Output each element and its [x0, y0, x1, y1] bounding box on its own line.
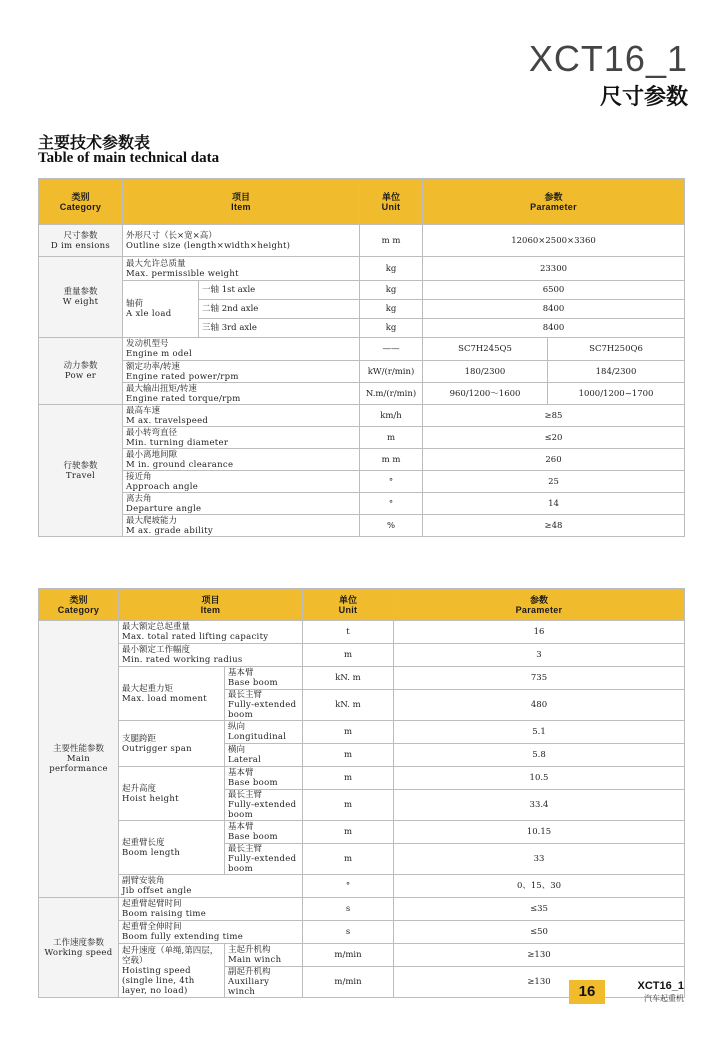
table-row	[39, 338, 685, 361]
value-cell: 8400	[423, 319, 685, 338]
item-cell: 接近角 Approach angle	[123, 471, 360, 493]
unit-cell: m	[303, 744, 394, 767]
category-cell: 行驶参数 Travel	[39, 405, 123, 537]
table-row	[39, 515, 685, 537]
item-cell: 起升速度（单绳,第四层，空载） Hoisting speed (single line, 4th layer, no load)	[119, 944, 225, 998]
item-cell: 副臂安装角 Jib offset angle	[119, 875, 303, 898]
item-cell: 发动机型号 Engine m odel	[123, 338, 360, 361]
subitem-cell: 主起升机构 Main winch	[225, 944, 303, 967]
footer-model: XCT16_1	[637, 980, 684, 992]
value-cell: 960/1200～1600	[423, 383, 548, 405]
page-subtitle: 尺寸参数	[599, 85, 688, 110]
unit-cell: ——	[360, 338, 423, 361]
value-cell: 10.15	[394, 821, 685, 844]
table-row	[39, 667, 685, 690]
parameter-header: 参数 Parameter	[394, 589, 685, 621]
subitem-cell: 副起升机构 Auxiliary winch	[225, 967, 303, 998]
unit-cell: m	[303, 844, 394, 875]
category-header: 类别 Category	[39, 179, 123, 225]
table-row	[39, 225, 685, 257]
table-row	[39, 405, 685, 427]
item-cell: 最大输出扭矩/转速 Engine rated torque/rpm	[123, 383, 360, 405]
unit-cell: kg	[360, 257, 423, 281]
category-cell: 工作速度参数 Working speed	[39, 898, 119, 998]
item-cell: 最小转弯直径 Min. turning diameter	[123, 427, 360, 449]
value-cell: ≥85	[423, 405, 685, 427]
category-cell: 动力参数 Pow er	[39, 338, 123, 405]
unit-cell: m	[303, 790, 394, 821]
subitem-cell: 最长主臂 Fully-extended boom	[225, 690, 303, 721]
table-row	[39, 721, 685, 744]
unit-cell: m/min	[303, 967, 394, 998]
value-cell: SC7H250Q6	[548, 338, 685, 361]
page-footer	[569, 980, 684, 1004]
section-title-zh: 主要技术参数表	[38, 133, 151, 152]
table-row	[39, 281, 685, 300]
unit-cell: %	[360, 515, 423, 537]
item-cell: 起重臂长度 Boom length	[119, 821, 225, 875]
value-cell: 5.1	[394, 721, 685, 744]
table-row	[39, 898, 685, 921]
unit-cell: m	[303, 644, 394, 667]
value-cell: 184/2300	[548, 361, 685, 383]
value-cell: ≤35	[394, 898, 685, 921]
value-cell: 14	[423, 493, 685, 515]
unit-cell: kW/(r/min)	[360, 361, 423, 383]
item-cell: 最高车速 M ax. travelspeed	[123, 405, 360, 427]
technical-data-table-1	[38, 178, 685, 537]
subitem-cell: 三轴 3rd axle	[199, 319, 360, 338]
table-row	[39, 427, 685, 449]
value-cell: 5.8	[394, 744, 685, 767]
value-cell: 6500	[423, 281, 685, 300]
model-title: XCT16_1	[528, 38, 688, 79]
parameter-header: 参数 Parameter	[423, 179, 685, 225]
page-number: 16	[569, 980, 605, 1004]
unit-cell: t	[303, 621, 394, 644]
value-cell: 33	[394, 844, 685, 875]
item-cell: 最大允许总质量 Max. permissible weight	[123, 257, 360, 281]
unit-cell: °	[360, 471, 423, 493]
unit-cell: s	[303, 921, 394, 944]
item-cell: 起重臂全伸时间 Boom fully extending time	[119, 921, 303, 944]
table-row	[39, 361, 685, 383]
category-cell: 主要性能参数 Main performance	[39, 621, 119, 898]
value-cell: 735	[394, 667, 685, 690]
value-cell: 8400	[423, 300, 685, 319]
value-cell: ≥48	[423, 515, 685, 537]
item-cell: 外形尺寸（长×宽×高） Outline size (length×width×height)	[123, 225, 360, 257]
table-row	[39, 449, 685, 471]
category-cell: 重量参数 W eight	[39, 257, 123, 338]
item-cell: 支腿跨距 Outrigger span	[119, 721, 225, 767]
unit-cell: m m	[360, 449, 423, 471]
unit-cell: °	[303, 875, 394, 898]
unit-header: 单位 Unit	[303, 589, 394, 621]
item-cell: 最小额定工作幅度 Min. rated working radius	[119, 644, 303, 667]
unit-header: 单位 Unit	[360, 179, 423, 225]
item-header: 项目 Item	[119, 589, 303, 621]
item-cell: 离去角 Departure angle	[123, 493, 360, 515]
item-cell: 轴荷 A xle load	[123, 281, 199, 338]
value-cell: 180/2300	[423, 361, 548, 383]
table-row	[39, 383, 685, 405]
value-cell: ≥130	[394, 944, 685, 967]
unit-cell: m	[303, 721, 394, 744]
category-header: 类别 Category	[39, 589, 119, 621]
unit-cell: kg	[360, 319, 423, 338]
category-cell: 尺寸参数 D im ensions	[39, 225, 123, 257]
table-header-row	[39, 179, 685, 225]
unit-cell: m/min	[303, 944, 394, 967]
item-cell: 额定功率/转速 Engine rated power/rpm	[123, 361, 360, 383]
value-cell: ≤50	[394, 921, 685, 944]
table-row	[39, 875, 685, 898]
unit-cell: m	[360, 427, 423, 449]
unit-cell: km/h	[360, 405, 423, 427]
unit-cell: kg	[360, 300, 423, 319]
value-cell: 1000/1200~1700	[548, 383, 685, 405]
item-cell: 起升高度 Hoist height	[119, 767, 225, 821]
subitem-cell: 二轴 2nd axle	[199, 300, 360, 319]
item-cell: 最大爬坡能力 M ax. grade ability	[123, 515, 360, 537]
unit-cell: °	[360, 493, 423, 515]
value-cell: 12060×2500×3360	[423, 225, 685, 257]
unit-cell: m m	[360, 225, 423, 257]
subitem-cell: 横向 Lateral	[225, 744, 303, 767]
value-cell: 480	[394, 690, 685, 721]
value-cell: 16	[394, 621, 685, 644]
value-cell: ≤20	[423, 427, 685, 449]
value-cell: 260	[423, 449, 685, 471]
value-cell: 23300	[423, 257, 685, 281]
value-cell: 25	[423, 471, 685, 493]
table-row	[39, 257, 685, 281]
unit-cell: kg	[360, 281, 423, 300]
table-row	[39, 493, 685, 515]
subitem-cell: 最长主臂 Fully-extended boom	[225, 844, 303, 875]
subitem-cell: 基本臂 Base boom	[225, 767, 303, 790]
value-cell: 3	[394, 644, 685, 667]
section-title-en: Table of main technical data	[38, 150, 220, 166]
unit-cell: m	[303, 821, 394, 844]
table-row	[39, 471, 685, 493]
technical-data-table-2	[38, 588, 685, 998]
table-row	[39, 767, 685, 790]
table-row	[39, 621, 685, 644]
unit-cell: kN. m	[303, 667, 394, 690]
table-header-row	[39, 589, 685, 621]
item-cell: 最小离地间隙 M in. ground clearance	[123, 449, 360, 471]
table-row	[39, 921, 685, 944]
table-row	[39, 644, 685, 667]
unit-cell: N.m/(r/min)	[360, 383, 423, 405]
subitem-cell: 基本臂 Base boom	[225, 821, 303, 844]
value-cell: SC7H245Q5	[423, 338, 548, 361]
unit-cell: m	[303, 767, 394, 790]
table-row	[39, 944, 685, 967]
footer-subtitle: 汽车起重机	[644, 994, 684, 1003]
item-header: 项目 Item	[123, 179, 360, 225]
subitem-cell: 纵向 Longitudinal	[225, 721, 303, 744]
item-cell: 最大额定总起重量 Max. total rated lifting capacity	[119, 621, 303, 644]
unit-cell: s	[303, 898, 394, 921]
subitem-cell: 最长主臂 Fully-extended boom	[225, 790, 303, 821]
value-cell: 33.4	[394, 790, 685, 821]
item-cell: 起重臂起臂时间 Boom raising time	[119, 898, 303, 921]
value-cell: ≥130	[394, 967, 685, 998]
unit-cell: kN. m	[303, 690, 394, 721]
item-cell: 最大起重力矩 Max. load moment	[119, 667, 225, 721]
subitem-cell: 一轴 1st axle	[199, 281, 360, 300]
value-cell: 0、15、30	[394, 875, 685, 898]
value-cell: 10.5	[394, 767, 685, 790]
table-row	[39, 821, 685, 844]
subitem-cell: 基本臂 Base boom	[225, 667, 303, 690]
